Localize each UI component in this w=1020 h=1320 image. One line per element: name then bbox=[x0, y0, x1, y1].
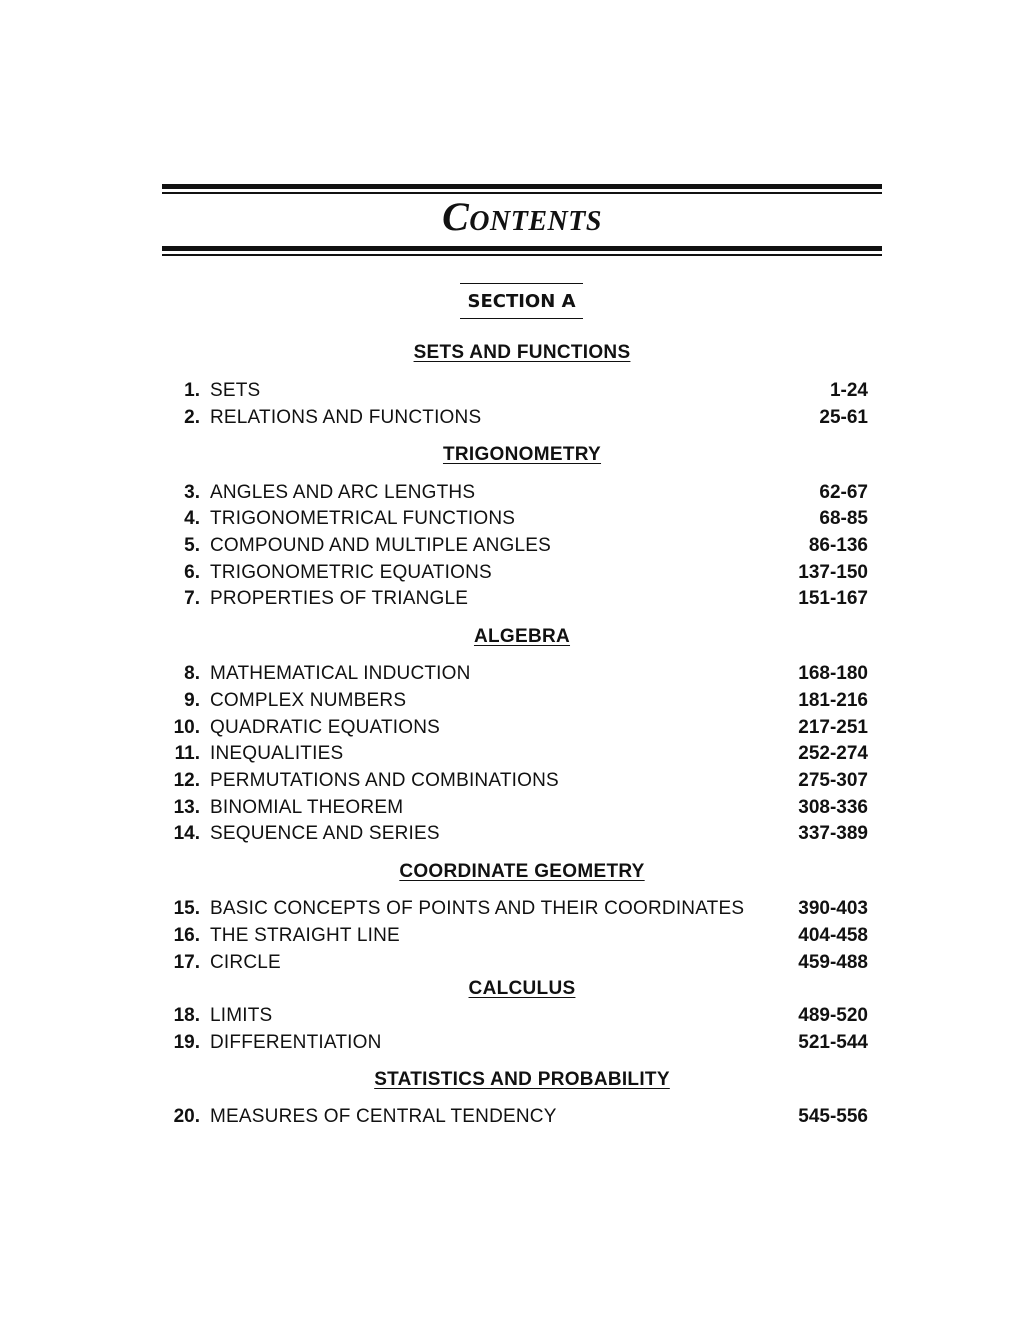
entry-number: 19. bbox=[173, 1032, 200, 1053]
toc-entry[interactable] bbox=[160, 768, 868, 794]
group-heading-statistics-and-probability: STATISTICS AND PROBABILITY bbox=[374, 1069, 670, 1090]
entry-label: RELATIONS AND FUNCTIONS bbox=[210, 407, 482, 428]
title-bottom-rule-thick bbox=[162, 246, 882, 251]
entry-label: PROPERTIES OF TRIANGLE bbox=[210, 588, 469, 609]
entry-number: 17. bbox=[173, 952, 200, 973]
group-heading-trigonometry: TRIGONOMETRY bbox=[442, 444, 602, 465]
entry-pages: 404-458 bbox=[798, 925, 868, 946]
title-top-rule-thick bbox=[162, 184, 882, 189]
entry-label: PERMUTATIONS AND COMBINATIONS bbox=[210, 770, 559, 791]
group-heading-algebra: ALGEBRA bbox=[473, 626, 571, 647]
group-heading-sets-and-functions: SETS AND FUNCTIONS bbox=[413, 342, 631, 363]
entry-number: 1. bbox=[184, 380, 200, 401]
entry-label: MATHEMATICAL INDUCTION bbox=[210, 663, 471, 684]
toc-entry[interactable] bbox=[160, 715, 868, 741]
entry-pages: 252-274 bbox=[798, 743, 868, 764]
toc-entry[interactable] bbox=[160, 896, 868, 922]
entry-pages: 168-180 bbox=[798, 663, 868, 684]
entry-pages: 86-136 bbox=[808, 535, 868, 556]
toc-entry[interactable] bbox=[160, 950, 868, 976]
toc-entry[interactable] bbox=[160, 1104, 868, 1130]
entry-pages: 68-85 bbox=[819, 508, 868, 529]
entry-number: 7. bbox=[184, 588, 200, 609]
toc-entry[interactable] bbox=[160, 688, 868, 714]
entry-label: BINOMIAL THEOREM bbox=[210, 797, 404, 818]
entry-number: 5. bbox=[184, 535, 200, 556]
toc-entry[interactable] bbox=[160, 1003, 868, 1029]
entry-pages: 521-544 bbox=[798, 1032, 868, 1053]
entry-pages: 1-24 bbox=[829, 380, 868, 401]
entry-number: 13. bbox=[173, 797, 200, 818]
entry-pages: 545-556 bbox=[798, 1106, 868, 1127]
toc-entry[interactable] bbox=[160, 378, 868, 404]
entry-number: 3. bbox=[184, 482, 200, 503]
toc-entry[interactable] bbox=[160, 821, 868, 847]
entry-label: BASIC CONCEPTS OF POINTS AND THEIR COORDINATES bbox=[210, 898, 745, 919]
entry-number: 15. bbox=[173, 898, 200, 919]
entry-pages: 62-67 bbox=[819, 482, 868, 503]
entry-number: 8. bbox=[184, 663, 200, 684]
toc-entry[interactable] bbox=[160, 795, 868, 821]
entry-pages: 181-216 bbox=[798, 690, 868, 711]
toc-entry[interactable] bbox=[160, 405, 868, 431]
entry-pages: 308-336 bbox=[798, 797, 868, 818]
entry-label: SEQUENCE AND SERIES bbox=[210, 823, 440, 844]
entry-label: SETS bbox=[210, 380, 261, 401]
entry-label: LIMITS bbox=[210, 1005, 273, 1026]
group-heading-coordinate-geometry: COORDINATE GEOMETRY bbox=[399, 861, 645, 882]
entry-number: 4. bbox=[184, 508, 200, 529]
toc-entry[interactable] bbox=[160, 741, 868, 767]
entry-number: 10. bbox=[173, 717, 200, 738]
entry-number: 16. bbox=[173, 925, 200, 946]
toc-entry[interactable] bbox=[160, 923, 868, 949]
entry-label: CIRCLE bbox=[210, 952, 281, 973]
group-heading-calculus: CALCULUS bbox=[468, 978, 576, 999]
entry-pages: 390-403 bbox=[798, 898, 868, 919]
entry-pages: 489-520 bbox=[798, 1005, 868, 1026]
entry-pages: 25-61 bbox=[819, 407, 868, 428]
entry-pages: 337-389 bbox=[798, 823, 868, 844]
entry-pages: 459-488 bbox=[798, 952, 868, 973]
entry-pages: 217-251 bbox=[798, 717, 868, 738]
entry-number: 18. bbox=[173, 1005, 200, 1026]
toc-entry[interactable] bbox=[160, 533, 868, 559]
entry-label: COMPLEX NUMBERS bbox=[210, 690, 407, 711]
entry-number: 20. bbox=[173, 1106, 200, 1127]
entry-label: THE STRAIGHT LINE bbox=[210, 925, 400, 946]
entry-pages: 151-167 bbox=[798, 588, 868, 609]
toc-entry[interactable] bbox=[160, 1030, 868, 1056]
entry-label: QUADRATIC EQUATIONS bbox=[210, 717, 441, 738]
entry-label: INEQUALITIES bbox=[210, 743, 344, 764]
toc-entry[interactable] bbox=[160, 661, 868, 687]
entry-number: 14. bbox=[173, 823, 200, 844]
entry-number: 9. bbox=[184, 690, 200, 711]
entry-number: 6. bbox=[184, 562, 200, 583]
entry-number: 11. bbox=[174, 743, 200, 764]
entry-label: TRIGONOMETRICAL FUNCTIONS bbox=[210, 508, 516, 529]
entry-label: DIFFERENTIATION bbox=[210, 1032, 382, 1053]
title-bottom-rule-thin bbox=[162, 254, 882, 256]
entry-pages: 137-150 bbox=[798, 562, 868, 583]
entry-label: TRIGONOMETRIC EQUATIONS bbox=[210, 562, 492, 583]
section-label: SECTION A bbox=[460, 283, 583, 319]
entry-number: 12. bbox=[173, 770, 200, 791]
entry-label: COMPOUND AND MULTIPLE ANGLES bbox=[210, 535, 551, 556]
entry-number: 2. bbox=[184, 407, 200, 428]
entry-label: MEASURES OF CENTRAL TENDENCY bbox=[210, 1106, 557, 1127]
toc-entry[interactable] bbox=[160, 560, 868, 586]
entry-label: ANGLES AND ARC LENGTHS bbox=[210, 482, 476, 503]
entry-pages: 275-307 bbox=[798, 770, 868, 791]
page-title: Contents bbox=[442, 194, 602, 239]
toc-entry[interactable] bbox=[160, 480, 868, 506]
toc-entry[interactable] bbox=[160, 506, 868, 532]
toc-entry[interactable] bbox=[160, 586, 868, 612]
